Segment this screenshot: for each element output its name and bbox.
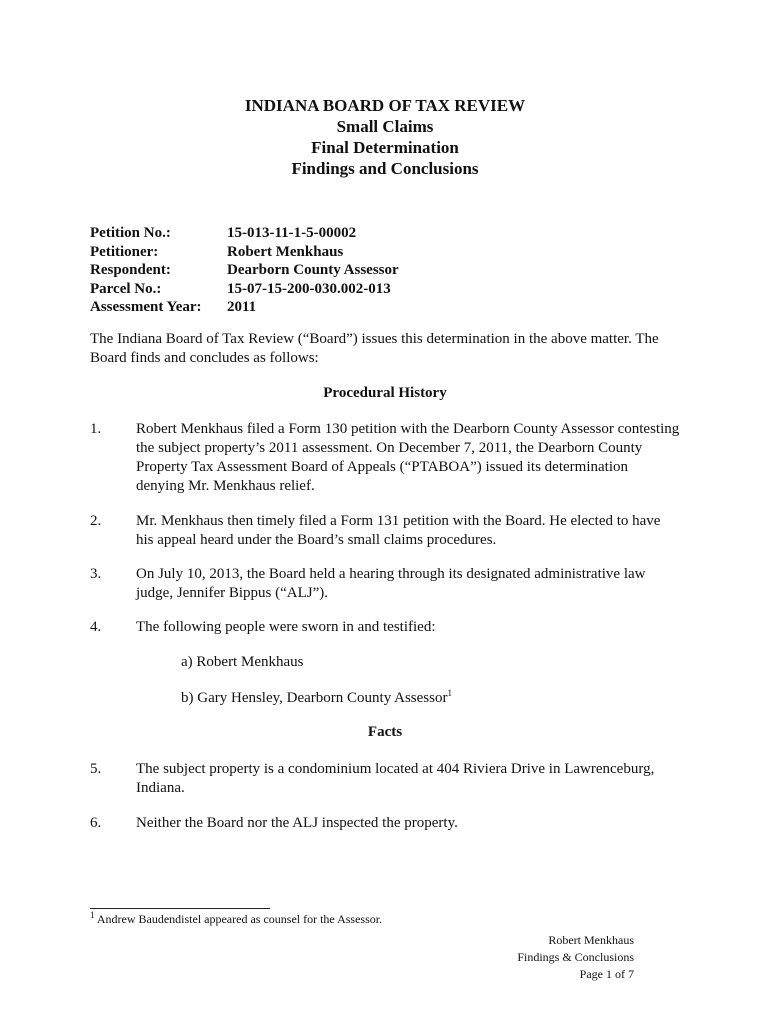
- footer-document-type: Findings & Conclusions: [517, 950, 634, 964]
- footnote-mark: 1: [90, 910, 95, 920]
- intro-paragraph: The Indiana Board of Tax Review (“Board”) issues this determination in the above matter. The Board finds and concludes as follows:: [90, 331, 659, 366]
- case-info-row: [90, 243, 399, 262]
- paragraph-text: On July 10, 2013, the Board held a hearing through its designated administrative law judge, Jennifer Bippus (“ALJ”).: [136, 566, 646, 601]
- case-info-row: [90, 280, 399, 299]
- numbered-paragraph: [90, 512, 680, 550]
- paragraph-text: Robert Menkhaus filed a Form 130 petition with the Dearborn County Assessor contesting the subject property’s 2011 assessment. On December 7, 2011, the Dearborn County Property Tax Assessment Board of Appeals (“PTABOA”) issued its determination denying Mr. Menkhaus relief.: [136, 421, 680, 494]
- document-title: INDIANA BOARD OF TAX REVIEW: [244, 96, 526, 115]
- assessment-year-label: Assessment Year:: [90, 299, 202, 315]
- paragraph-number: 3.: [90, 566, 102, 582]
- paragraph-text: The subject property is a condominium located at 404 Riviera Drive in Lawrenceburg, Indiana.: [136, 761, 655, 796]
- witness-text: b) Gary Hensley, Dearborn County Assessor: [181, 690, 448, 706]
- witness-item: a) Robert Menkhaus: [181, 654, 304, 670]
- numbered-paragraph: [90, 420, 680, 496]
- procedural-history-heading: Procedural History: [323, 385, 447, 401]
- document-subtitle-findings: Findings and Conclusions: [291, 159, 479, 178]
- respondent-value: Dearborn County Assessor: [227, 262, 399, 278]
- numbered-paragraph: [90, 618, 680, 637]
- petition-no-value: 15-013-11-1-5-00002: [227, 225, 357, 241]
- footnote-text: Andrew Baudendistel appeared as counsel for the Assessor.: [94, 912, 383, 926]
- numbered-paragraph: [90, 814, 680, 833]
- petition-no-label: Petition No.:: [90, 225, 171, 241]
- numbered-paragraph: [90, 565, 680, 603]
- paragraph-number: 5.: [90, 761, 102, 777]
- paragraph-number: 1.: [90, 421, 102, 437]
- paragraph-number: 2.: [90, 513, 102, 529]
- footer-petitioner: Robert Menkhaus: [548, 933, 634, 947]
- numbered-paragraph: [90, 760, 680, 798]
- case-info-block: [90, 224, 399, 317]
- paragraph-text: The following people were sworn in and testified:: [136, 619, 436, 635]
- case-info-row: [90, 224, 399, 243]
- case-info-row: [90, 298, 399, 317]
- petitioner-value: Robert Menkhaus: [227, 243, 344, 260]
- page-footer: [517, 932, 634, 983]
- case-info-row: [90, 261, 399, 280]
- footnote-divider: [90, 908, 270, 909]
- petitioner-label: Petitioner:: [90, 243, 159, 260]
- footer-page-number: Page 1 of 7: [579, 967, 634, 981]
- document-subtitle-final-determination: Final Determination: [311, 138, 459, 157]
- footnote-reference[interactable]: 1: [447, 688, 452, 698]
- respondent-label: Respondent:: [90, 262, 171, 278]
- paragraph-number: 4.: [90, 619, 102, 635]
- facts-heading: Facts: [367, 724, 403, 740]
- document-title-block: [0, 95, 770, 179]
- paragraph-text: Neither the Board nor the ALJ inspected the property.: [136, 815, 458, 831]
- parcel-no-value: 15-07-15-200-030.002-013: [227, 280, 391, 297]
- assessment-year-value: 2011: [227, 299, 257, 315]
- document-subtitle-small-claims: Small Claims: [336, 117, 434, 136]
- footnote: [90, 912, 382, 927]
- parcel-no-label: Parcel No.:: [90, 280, 162, 297]
- witness-item: [181, 689, 452, 708]
- paragraph-text: Mr. Menkhaus then timely filed a Form 131 petition with the Board. He elected to have his appeal heard under the Board’s small claims procedures.: [136, 513, 661, 548]
- paragraph-number: 6.: [90, 815, 102, 831]
